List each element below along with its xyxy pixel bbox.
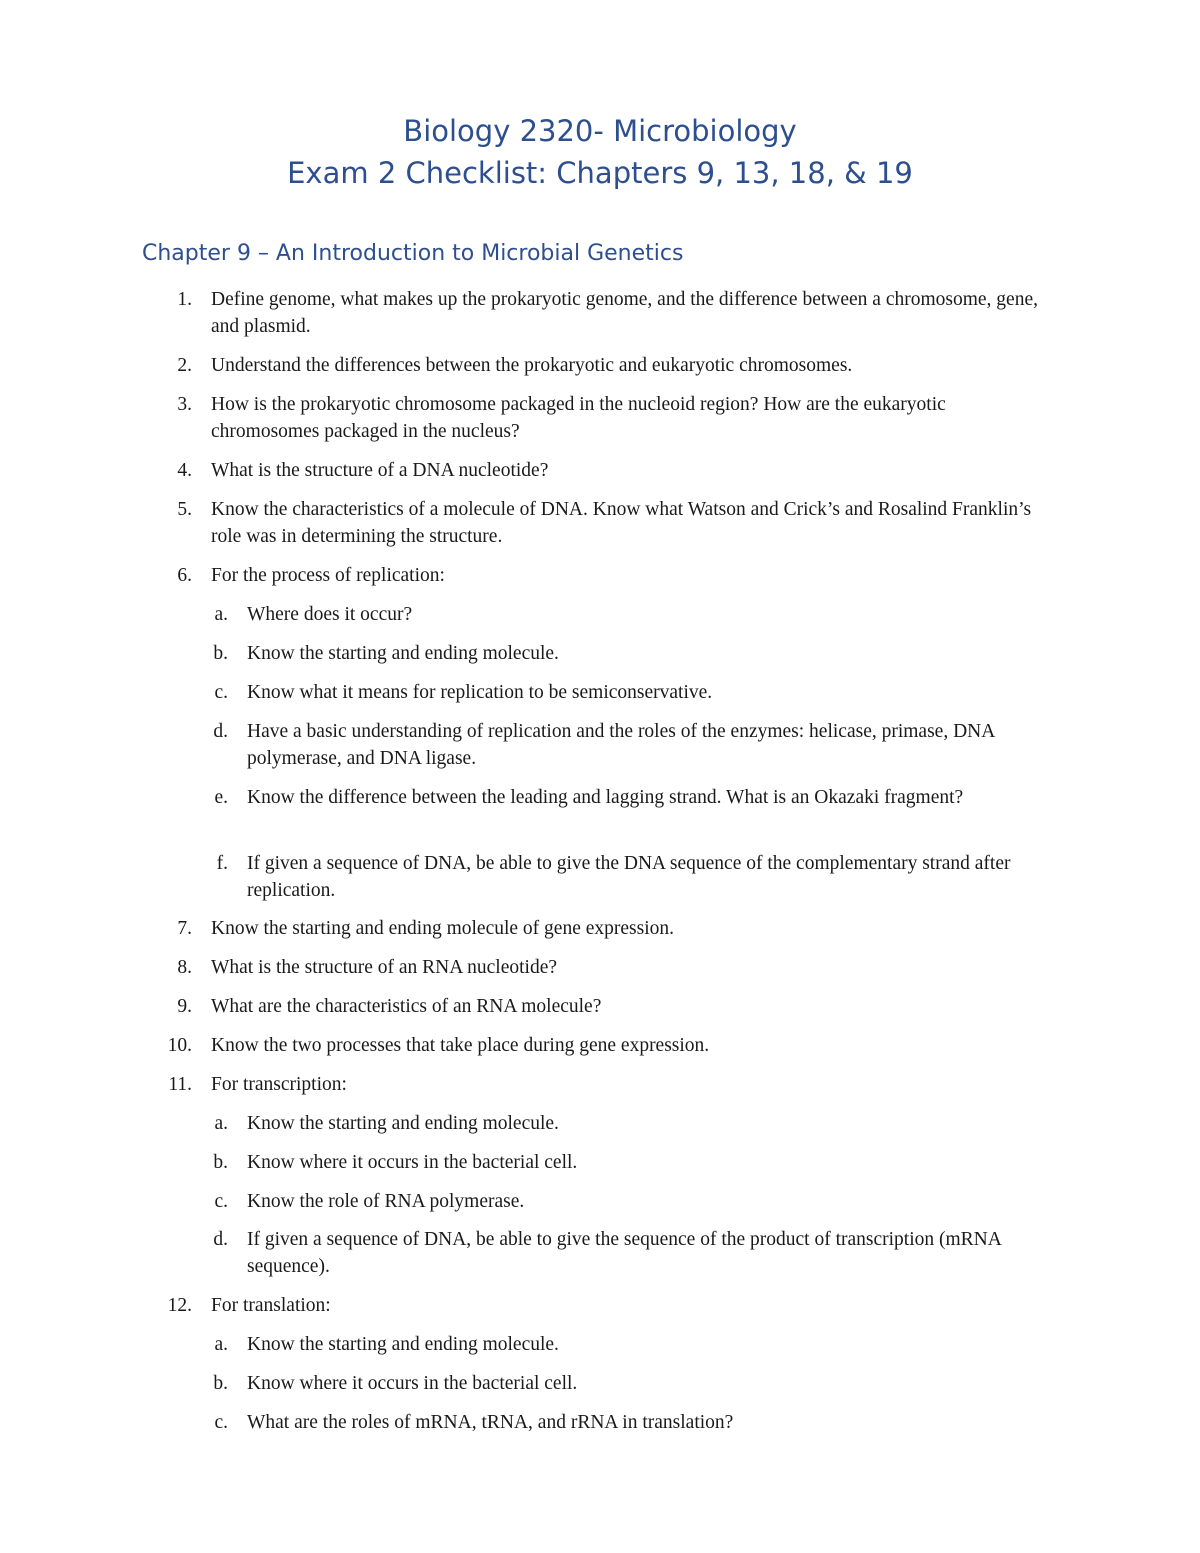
item-marker: d. (213, 1229, 228, 1250)
item-text: Know the difference between the leading and lagging strand. What is an Okazaki fragment? (247, 787, 964, 808)
item-text: What is the structure of a DNA nucleotide? (211, 460, 549, 481)
item-marker: 12. (167, 1295, 192, 1316)
item-marker: b. (213, 1373, 228, 1394)
item-marker: 9. (177, 996, 192, 1017)
item-marker: 1. (177, 289, 192, 310)
item-text: Know what it means for replication to be semiconservative. (247, 682, 713, 703)
item-text: Know where it occurs in the bacterial cell. (247, 1373, 578, 1394)
item-text: Have a basic understanding of replication and the roles of the enzymes: helicase, primase, DNA polymerase, and DNA ligase. (247, 721, 995, 769)
item-text: If given a sequence of DNA, be able to give the sequence of the product of transcription (mRNA sequence). (247, 1229, 1001, 1277)
item-marker: e. (214, 787, 228, 808)
exam-title: Exam 2 Checklist: Chapters 9, 13, 18, & 19 (287, 156, 913, 190)
item-text: For transcription: (211, 1074, 347, 1095)
item-text: Know the starting and ending molecule of gene expression. (211, 918, 675, 939)
item-text: What are the roles of mRNA, tRNA, and rRNA in translation? (247, 1412, 734, 1433)
item-marker: b. (213, 643, 228, 664)
item-text: For the process of replication: (211, 565, 445, 586)
item-text: Know where it occurs in the bacterial cell. (247, 1152, 578, 1173)
item-text: How is the prokaryotic chromosome packaged in the nucleoid region? How are the eukaryotic chromosomes packaged in the nucleus? (211, 394, 946, 442)
item-marker: 4. (177, 460, 192, 481)
item-text: What is the structure of an RNA nucleotide? (211, 957, 558, 978)
item-text: Understand the differences between the prokaryotic and eukaryotic chromosomes. (211, 355, 853, 376)
item-text: Know the starting and ending molecule. (247, 1334, 559, 1355)
item-text: Define genome, what makes up the prokaryotic genome, and the difference between a chromosome, gene, and plasmid. (211, 289, 1038, 337)
item-marker: 11. (168, 1074, 192, 1095)
item-marker: d. (213, 721, 228, 742)
chapter-heading: Chapter 9 – An Introduction to Microbial Genetics (142, 241, 684, 266)
item-marker: a. (214, 1113, 228, 1134)
item-text: Know the starting and ending molecule. (247, 1113, 559, 1134)
item-text: Know the two processes that take place during gene expression. (211, 1035, 710, 1056)
item-text: What are the characteristics of an RNA molecule? (211, 996, 602, 1017)
item-text: Know the characteristics of a molecule of DNA. Know what Watson and Crick’s and Rosalind Franklin’s role was in determining the structure. (211, 499, 1032, 547)
item-marker: 6. (177, 565, 192, 586)
item-text: Know the role of RNA polymerase. (247, 1191, 525, 1212)
item-text: Where does it occur? (247, 604, 413, 625)
item-marker: c. (214, 1412, 228, 1433)
item-marker: 7. (177, 918, 192, 939)
item-marker: 10. (167, 1035, 192, 1056)
item-marker: b. (213, 1152, 228, 1173)
item-marker: 8. (177, 957, 192, 978)
item-marker: c. (214, 682, 228, 703)
item-marker: a. (214, 1334, 228, 1355)
item-text: For translation: (211, 1295, 331, 1316)
item-text: Know the starting and ending molecule. (247, 643, 559, 664)
course-title: Biology 2320- Microbiology (403, 114, 797, 148)
item-marker: 5. (177, 499, 192, 520)
item-text: If given a sequence of DNA, be able to give the DNA sequence of the complementary strand after replication. (247, 853, 1011, 901)
item-marker: 2. (177, 355, 192, 376)
item-marker: a. (214, 604, 228, 625)
item-marker: 3. (177, 394, 192, 415)
item-marker: f. (216, 853, 228, 874)
item-marker: c. (214, 1191, 228, 1212)
